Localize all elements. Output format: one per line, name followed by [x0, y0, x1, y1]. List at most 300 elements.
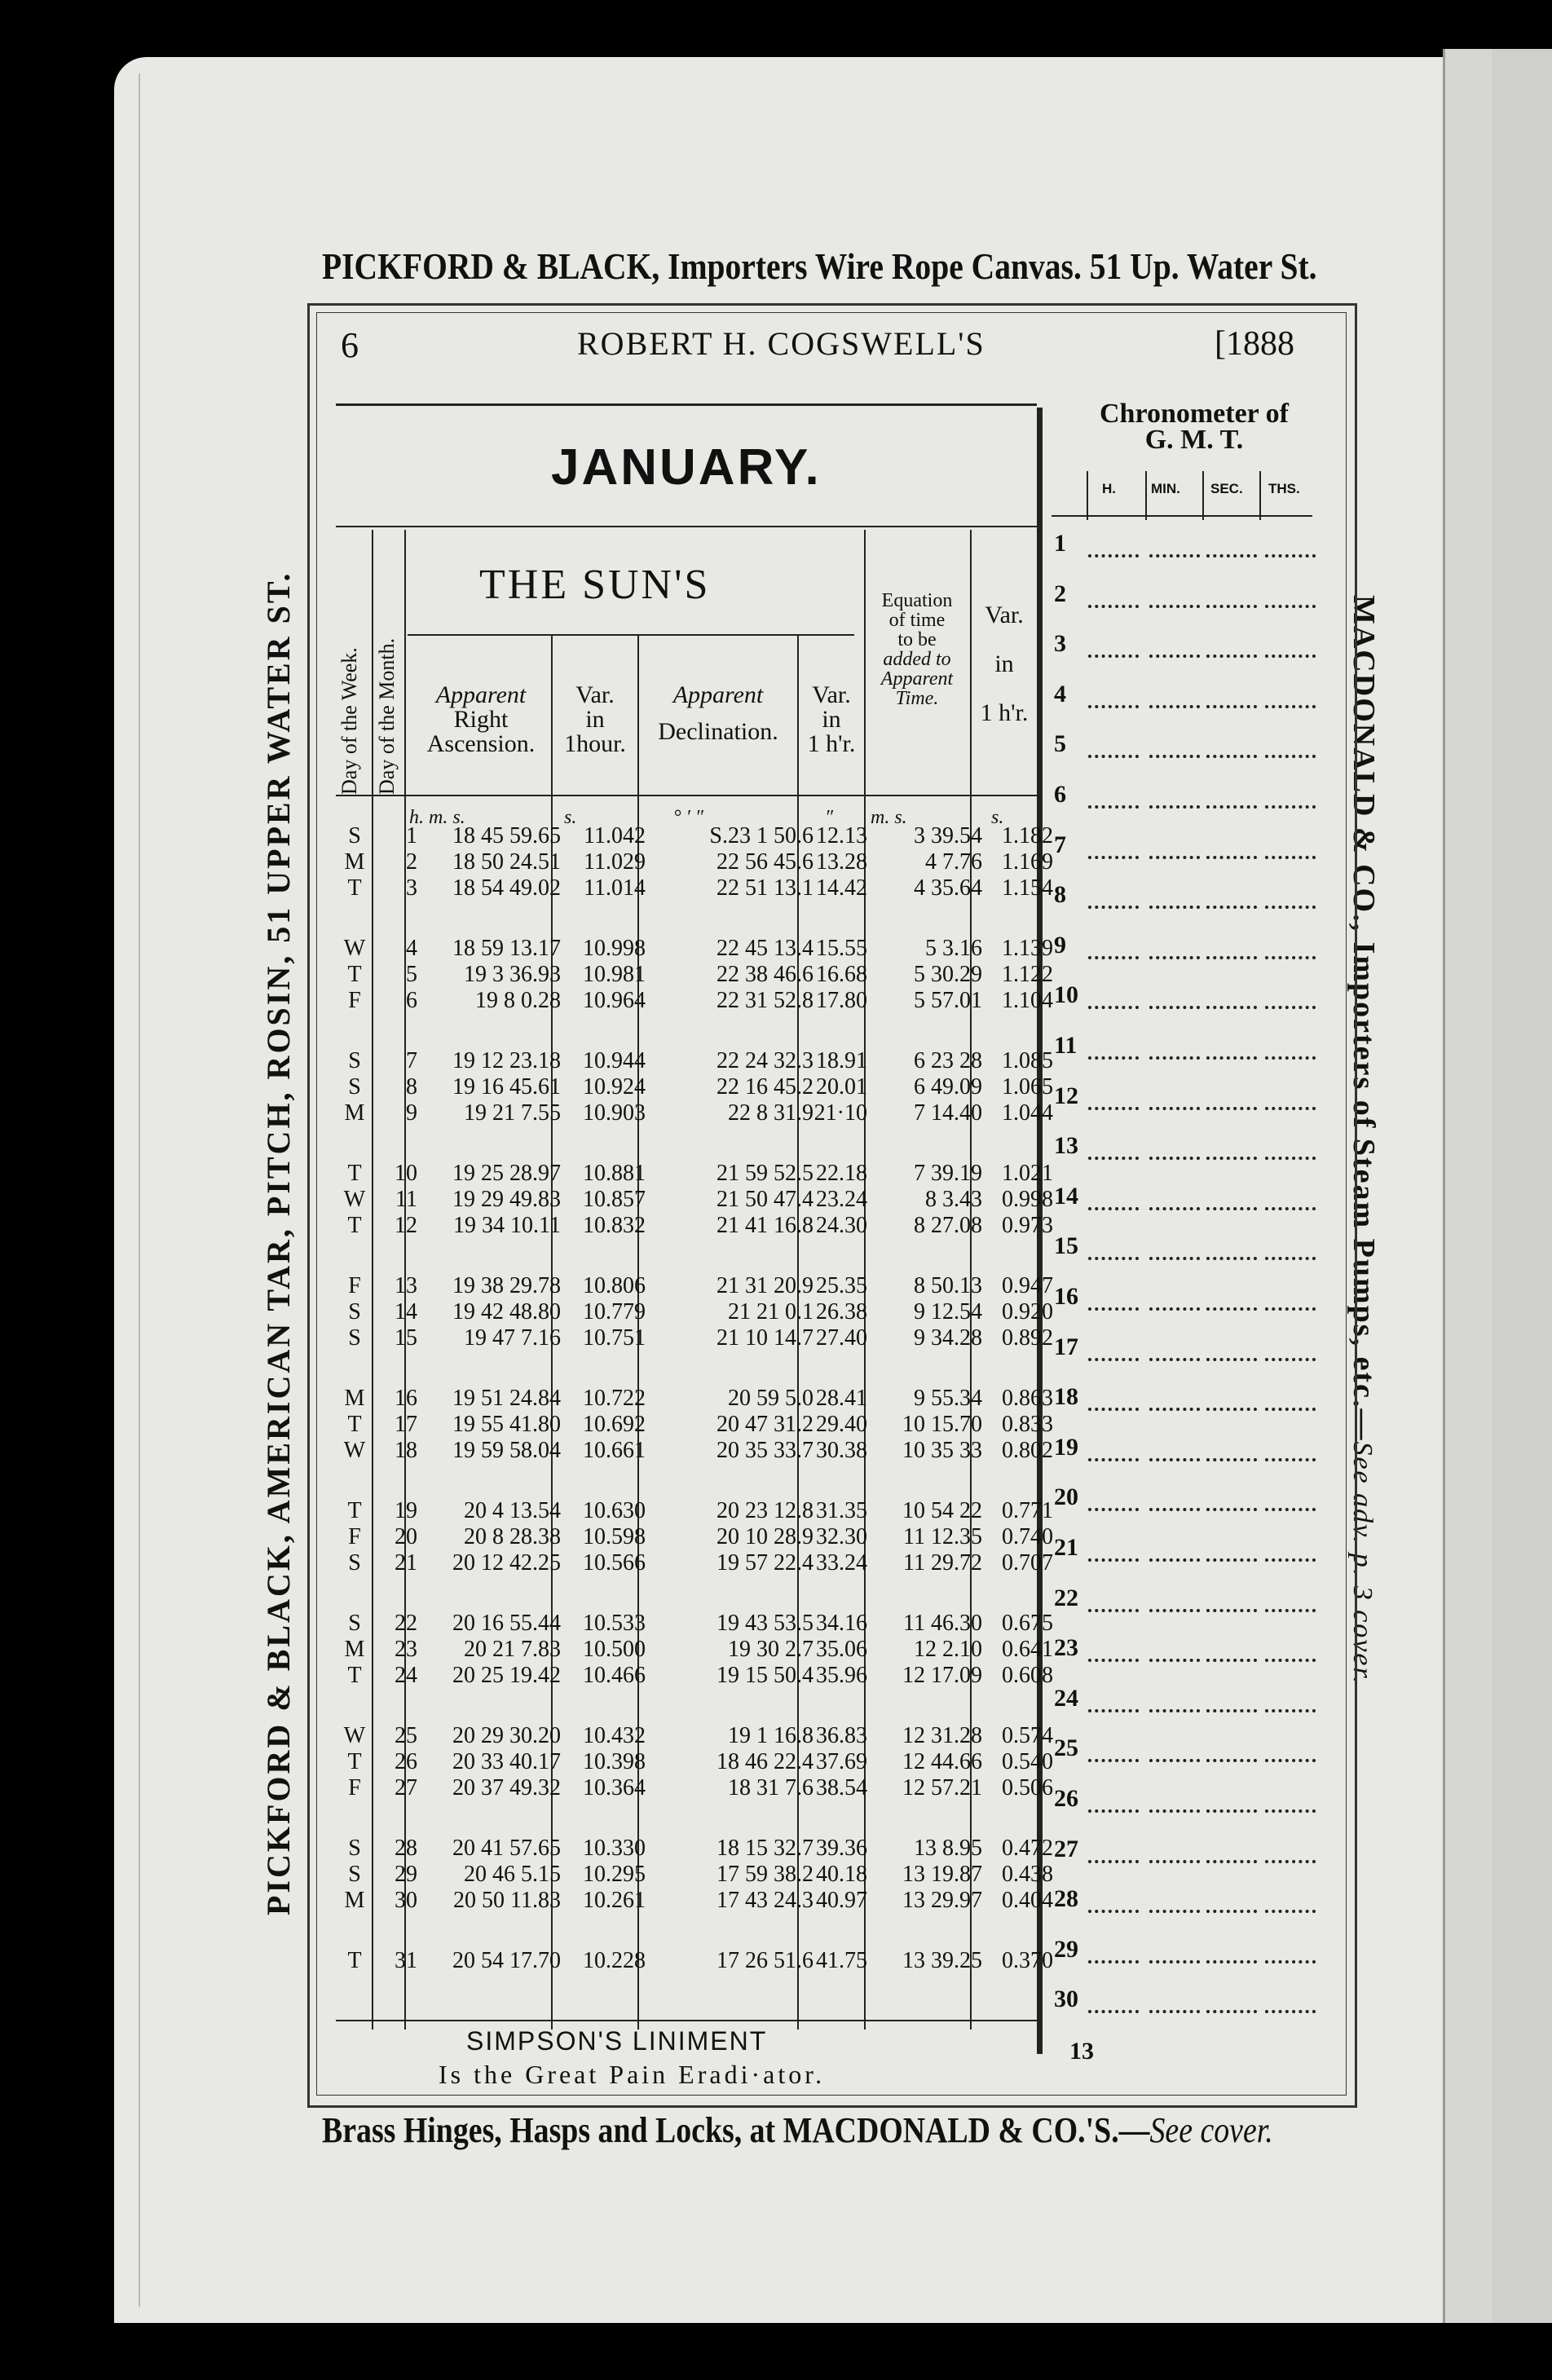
chronometer-blank — [1088, 530, 1139, 558]
dec-variation-cell: 16.68 — [816, 962, 867, 987]
declination-cell: 19 30 2.7 — [728, 1637, 813, 1662]
chronometer-row — [1052, 1333, 1337, 1366]
right-ascension-cell: 19 42 48.80 — [452, 1299, 561, 1324]
chronometer-blank — [1088, 1483, 1139, 1511]
day-of-week-cell: M — [344, 1386, 365, 1411]
chronometer-blank — [1149, 1936, 1200, 1964]
chronometer-day: 13 — [1054, 1132, 1078, 1160]
chronometer-blank — [1265, 831, 1316, 859]
dec-variation-cell: 15.55 — [816, 936, 867, 961]
equation-of-time-cell: 10 54 22 — [902, 1498, 982, 1523]
chronometer-row — [1052, 1032, 1337, 1064]
chronometer-blank — [1149, 831, 1200, 859]
chronometer-row — [1052, 1383, 1337, 1416]
equation-of-time-cell: 5 57.01 — [914, 988, 982, 1013]
day-of-month-cell: 11 — [395, 1187, 417, 1212]
chronometer-row — [1052, 1986, 1337, 2018]
day-of-month-cell: 15 — [395, 1325, 417, 1351]
chronometer-blank — [1149, 1685, 1200, 1712]
ra-header-l2: Right — [453, 706, 509, 733]
chronometer-blank — [1265, 781, 1316, 809]
declination-cell: 18 15 32.7 — [716, 1836, 813, 1861]
month-title: JANUARY. — [551, 439, 822, 496]
ra-variation-cell: 10.466 — [583, 1663, 646, 1688]
declination-cell: 20 10 28.9 — [716, 1524, 813, 1549]
eq-variation-cell: 1.021 — [1002, 1161, 1053, 1186]
right-ascension-cell: 19 21 7.55 — [464, 1100, 561, 1126]
equation-of-time-cell: 11 46.30 — [903, 1611, 982, 1636]
chrono-sub-min: MIN. — [1151, 481, 1180, 496]
eq-variation-cell: 0.771 — [1002, 1498, 1053, 1523]
eq-variation-cell: 0.641 — [1002, 1637, 1053, 1662]
ra-variation-cell: 10.806 — [583, 1273, 646, 1298]
right-ascension-cell: 20 41 57.65 — [452, 1836, 561, 1861]
chronometer-row — [1052, 1836, 1337, 1868]
ra-units: h. m. s. — [409, 807, 465, 828]
declination-cell: 17 59 38.2 — [716, 1862, 813, 1887]
eq-variation-cell: 0.574 — [1002, 1723, 1053, 1748]
decv-units: ″ — [825, 807, 833, 828]
chronometer-blank — [1206, 831, 1257, 859]
chronometer-blank — [1206, 881, 1257, 909]
chronometer-blank — [1206, 1333, 1257, 1361]
day-of-month-cell: 30 — [395, 1888, 417, 1913]
chronometer-row — [1052, 1183, 1337, 1215]
chronometer-blank — [1265, 1132, 1316, 1160]
chronometer-blank — [1088, 932, 1139, 959]
chronometer-blank — [1149, 1885, 1200, 1913]
right-ascension-cell: 19 29 49.83 — [452, 1187, 561, 1212]
chronometer-blank — [1149, 932, 1200, 959]
chronometer-day: 8 — [1054, 881, 1066, 909]
chrono-sub-sep-3 — [1202, 471, 1204, 520]
chronometer-blank — [1088, 1936, 1139, 1964]
day-of-week-cell: W — [343, 1187, 366, 1212]
chronometer-day: 2 — [1054, 580, 1066, 607]
chronometer-blank — [1149, 1132, 1200, 1160]
declination-cell: 22 51 13.1 — [716, 875, 813, 901]
chronometer-day: 26 — [1054, 1785, 1078, 1812]
ra-var-l2: in — [585, 706, 605, 733]
dec-variation-cell: 32.30 — [816, 1524, 867, 1549]
day-of-week-cell: S — [348, 1299, 361, 1324]
eq-variation-cell: 0.540 — [1002, 1749, 1053, 1774]
declination-cell: 19 15 50.4 — [716, 1663, 813, 1688]
chronometer-blank — [1088, 1032, 1139, 1060]
dec-variation-cell: 24.30 — [816, 1213, 867, 1238]
day-of-month-cell: 29 — [395, 1862, 417, 1887]
declination-cell: 18 31 7.6 — [728, 1775, 813, 1800]
declination-cell: 22 45 13.4 — [716, 936, 813, 961]
chronometer-blank — [1206, 580, 1257, 608]
page-number: 6 — [341, 325, 359, 365]
equation-of-time-cell: 9 12.54 — [914, 1299, 982, 1324]
day-of-week-cell: F — [348, 1273, 361, 1298]
ra-variation-cell: 10.598 — [583, 1524, 646, 1549]
chrono-sub-sep-2 — [1145, 471, 1147, 520]
eq-variation-cell: 0.675 — [1002, 1611, 1053, 1636]
day-of-week-cell: T — [347, 1161, 362, 1186]
right-ascension-cell: 19 16 45.61 — [452, 1074, 561, 1100]
ra-variation-cell: 10.295 — [583, 1862, 646, 1887]
day-of-month-cell: 8 — [406, 1074, 417, 1100]
chronometer-blank — [1149, 1584, 1200, 1612]
eq-var-l1: Var. — [985, 602, 1024, 628]
chronometer-day: 22 — [1054, 1584, 1078, 1611]
day-of-week-cell: W — [343, 1723, 366, 1748]
chronometer-row — [1052, 1283, 1337, 1316]
ra-variation-cell: 10.661 — [583, 1438, 646, 1463]
chrono-title-l2: G. M. T. — [1144, 425, 1244, 455]
chronometer-blank — [1088, 881, 1139, 909]
chronometer-blank — [1265, 1232, 1316, 1260]
declination-cell: 20 23 12.8 — [716, 1498, 813, 1523]
equation-of-time-cell: 3 39.54 — [914, 823, 982, 848]
eq-variation-cell: 1.044 — [1002, 1100, 1053, 1126]
chronometer-blank — [1149, 1082, 1200, 1110]
rav-units: s. — [564, 807, 577, 828]
equation-of-time-cell: 9 34.28 — [914, 1325, 982, 1351]
chronometer-header — [1052, 401, 1337, 453]
chronometer-row — [1052, 1634, 1337, 1667]
equation-of-time-cell: 7 14.40 — [914, 1100, 982, 1126]
chronometer-day: 20 — [1054, 1483, 1078, 1511]
equation-of-time-cell: 13 8.95 — [914, 1836, 982, 1861]
footer-advert-line: Is the Great Pain Eradi·ator. — [439, 2060, 826, 2089]
eq-variation-cell: 1.169 — [1002, 849, 1053, 875]
dec-variation-cell: 36.83 — [816, 1723, 867, 1748]
bottom-advert-ref: See cover. — [1149, 2110, 1273, 2150]
chronometer-blank — [1088, 1333, 1139, 1361]
chronometer-blank — [1265, 580, 1316, 608]
ra-header-l3: Ascension. — [426, 730, 536, 757]
chronometer-blank — [1265, 1734, 1316, 1762]
dec-header-l1: Apparent — [672, 681, 764, 708]
dec-variation-cell: 37.69 — [816, 1749, 867, 1774]
day-of-week-cell: S — [348, 1048, 361, 1073]
adjacent-page — [1492, 49, 1552, 2323]
right-ascension-cell: 18 54 49.02 — [452, 875, 561, 901]
chronometer-row — [1052, 1734, 1337, 1767]
ra-variation-cell: 10.500 — [583, 1637, 646, 1662]
chronometer-blank — [1088, 1434, 1139, 1461]
chronometer-blank — [1149, 730, 1200, 758]
ra-variation-cell: 11.014 — [584, 875, 646, 901]
eq-variation-cell: 0.438 — [1002, 1862, 1053, 1887]
day-of-week-cell: M — [344, 1888, 365, 1913]
right-ascension-cell: 19 51 24.84 — [452, 1386, 561, 1411]
dec-variation-cell: 21·10 — [813, 1100, 867, 1126]
chronometer-blank — [1206, 981, 1257, 1009]
declination-cell: 22 38 46.6 — [716, 962, 813, 987]
chronometer-blank — [1265, 1183, 1316, 1210]
chronometer-blank — [1088, 1132, 1139, 1160]
day-of-week-cell: S — [348, 1325, 361, 1351]
right-advert-text: MACDONALD & CO., Importers of Steam Pumps, etc.— — [1347, 595, 1381, 1442]
day-of-month-cell: 16 — [395, 1386, 417, 1411]
eq-l6: Time. — [895, 688, 939, 709]
ra-variation-cell: 10.857 — [583, 1187, 646, 1212]
declination-cell: 19 1 16.8 — [728, 1723, 813, 1748]
equation-of-time-cell: 12 17.09 — [902, 1663, 982, 1688]
eq-variation-cell: 1.182 — [1002, 823, 1053, 848]
chronometer-blank — [1088, 1383, 1139, 1411]
day-of-week-cell: T — [347, 1213, 362, 1238]
chronometer-blank — [1149, 630, 1200, 658]
chronometer-blank — [1206, 781, 1257, 809]
chronometer-blank — [1206, 1232, 1257, 1260]
chronometer-blank — [1149, 530, 1200, 558]
chronometer-blank — [1149, 1534, 1200, 1562]
equation-header — [864, 591, 970, 708]
chronometer-blank — [1088, 1685, 1139, 1712]
ra-variation-cell: 10.630 — [583, 1498, 646, 1523]
declination-cell: 20 35 33.7 — [716, 1438, 813, 1463]
chronometer-blank — [1206, 1183, 1257, 1210]
day-of-week-cell: T — [347, 1948, 362, 1973]
chronometer-row — [1052, 1785, 1337, 1818]
equation-of-time-cell: 12 2.10 — [914, 1637, 982, 1662]
day-of-week-cell: T — [347, 1749, 362, 1774]
footer-advert-title: SIMPSON'S LINIMENT — [466, 2026, 768, 2056]
table-bottom-rule — [336, 2020, 1037, 2021]
chronometer-blank — [1265, 1434, 1316, 1461]
chrono-sub-sep-1 — [1087, 471, 1088, 520]
dec-var-l1: Var. — [812, 681, 851, 708]
chronometer-blank — [1149, 1483, 1200, 1511]
eq-variation-cell: 0.506 — [1002, 1775, 1053, 1800]
right-ascension-cell: 19 34 10.11 — [453, 1213, 561, 1238]
chronometer-blank — [1206, 1584, 1257, 1612]
right-ascension-cell: 20 4 13.54 — [464, 1498, 561, 1523]
suns-rule — [408, 634, 854, 636]
chrono-sub-sep-4 — [1259, 471, 1261, 520]
day-of-week-cell: T — [347, 962, 362, 987]
ra-variation-cell: 10.533 — [583, 1611, 646, 1636]
day-of-month-cell: 13 — [395, 1273, 417, 1298]
chronometer-blank — [1206, 1483, 1257, 1511]
eq-l5: Apparent — [880, 668, 954, 690]
day-of-month-cell: 5 — [406, 962, 417, 987]
day-of-month-cell: 23 — [395, 1637, 417, 1662]
right-ascension-cell: 18 59 13.17 — [452, 936, 561, 961]
declination-cell: 22 8 31.9 — [728, 1100, 813, 1126]
chronometer-blank — [1149, 1734, 1200, 1762]
chronometer-blank — [1206, 1936, 1257, 1964]
declination-cell: 17 26 51.6 — [716, 1948, 813, 1973]
declination-cell: 18 46 22.4 — [716, 1749, 813, 1774]
chronometer-day: 14 — [1054, 1182, 1078, 1210]
right-ascension-cell: 20 29 30.20 — [452, 1723, 561, 1748]
ra-variation-cell: 10.944 — [583, 1048, 646, 1073]
chronometer-day: 21 — [1054, 1534, 1078, 1561]
chronometer-day: 5 — [1054, 730, 1066, 758]
eq-variation-cell: 0.863 — [1002, 1386, 1053, 1411]
equation-of-time-cell: 4 7.76 — [925, 849, 982, 875]
chronometer-blank — [1206, 1383, 1257, 1411]
chronometer-day: 3 — [1054, 630, 1066, 658]
chronometer-blank — [1265, 1986, 1316, 2013]
chronometer-blank — [1265, 1936, 1316, 1964]
ra-variation-cell: 10.364 — [583, 1775, 646, 1800]
chronometer-blank — [1265, 1283, 1316, 1311]
chronometer-blank — [1206, 730, 1257, 758]
chronometer-day: 11 — [1054, 1032, 1078, 1059]
chronometer-blank — [1206, 1734, 1257, 1762]
ra-header-l1: Apparent — [435, 681, 527, 708]
chronometer-day: 18 — [1054, 1383, 1078, 1411]
chronometer-row — [1052, 881, 1337, 914]
chronometer-blank — [1088, 1283, 1139, 1311]
declination-cell: 22 31 52.8 — [716, 988, 813, 1013]
chronometer-last-entry: 13 — [1069, 2038, 1094, 2065]
chronometer-day: 4 — [1054, 680, 1066, 707]
day-of-month-cell: 24 — [395, 1663, 417, 1688]
chronometer-day: 25 — [1054, 1734, 1078, 1762]
chronometer-blank — [1265, 932, 1316, 959]
equation-of-time-cell: 6 23 28 — [914, 1048, 982, 1073]
chronometer-blank — [1265, 1534, 1316, 1562]
day-of-month-cell: 20 — [395, 1524, 417, 1549]
ra-var-header — [554, 683, 636, 756]
day-of-month-cell: 4 — [406, 936, 417, 961]
day-of-month-cell: 28 — [395, 1836, 417, 1861]
chronometer-row — [1052, 580, 1337, 613]
chronometer-row — [1052, 730, 1337, 763]
chronometer-row — [1052, 781, 1337, 813]
eq-var-header — [972, 591, 1037, 738]
dec-variation-cell: 28.41 — [816, 1386, 867, 1411]
chronometer-blank — [1206, 1283, 1257, 1311]
ra-variation-cell: 10.964 — [583, 988, 646, 1013]
top-advert-banner: PICKFORD & BLACK, Importers Wire Rope Canvas. 51 Up. Water St. — [322, 245, 1317, 287]
equation-of-time-cell: 13 29.97 — [902, 1888, 982, 1913]
right-ascension-cell: 20 33 40.17 — [452, 1749, 561, 1774]
ra-variation-cell: 10.228 — [583, 1948, 646, 1973]
eq-variation-cell: 1.065 — [1002, 1074, 1053, 1100]
ra-variation-cell: 10.722 — [583, 1386, 646, 1411]
day-of-week-cell: T — [347, 1498, 362, 1523]
chronometer-day: 1 — [1054, 530, 1066, 557]
right-ascension-cell: 19 55 41.80 — [452, 1412, 561, 1437]
day-of-week-cell: M — [344, 1100, 365, 1126]
declination-cell: 21 59 52.5 — [716, 1161, 813, 1186]
day-of-month-cell: 31 — [395, 1948, 417, 1973]
chronometer-row — [1052, 932, 1337, 964]
day-of-week-cell: S — [348, 823, 361, 848]
chronometer-blank — [1265, 1885, 1316, 1913]
suns-title: THE SUN'S — [479, 562, 711, 608]
day-of-week-cell: T — [347, 1663, 362, 1688]
declination-cell: S.23 1 50.6 — [709, 823, 813, 848]
chronometer-day: 28 — [1054, 1885, 1078, 1913]
dec-variation-cell: 27.40 — [816, 1325, 867, 1351]
chronometer-row — [1052, 1082, 1337, 1115]
chronometer-row — [1052, 1885, 1337, 1918]
right-ascension-cell: 20 25 19.42 — [452, 1663, 561, 1688]
day-of-week-cell: S — [348, 1611, 361, 1636]
chrono-title-l1: Chronometer of — [1100, 399, 1289, 429]
dec-variation-cell: 23.24 — [816, 1187, 867, 1212]
day-of-month-cell: 1 — [406, 823, 417, 848]
right-ascension-cell: 20 16 55.44 — [452, 1611, 561, 1636]
ra-variation-cell: 10.751 — [583, 1325, 646, 1351]
dec-variation-cell: 29.40 — [816, 1412, 867, 1437]
eq-variation-cell: 0.833 — [1002, 1412, 1053, 1437]
day-of-month-cell: 14 — [395, 1299, 417, 1324]
declination-cell: 21 41 16.8 — [716, 1213, 813, 1238]
chronometer-blank — [1206, 681, 1257, 708]
day-of-week-cell: F — [348, 988, 361, 1013]
ra-variation-cell: 10.832 — [583, 1213, 646, 1238]
chronometer-day: 19 — [1054, 1433, 1078, 1461]
equation-of-time-cell: 5 3.16 — [925, 936, 982, 961]
day-of-month-cell: 25 — [395, 1723, 417, 1748]
chronometer-blank — [1149, 1232, 1200, 1260]
ra-variation-cell: 10.566 — [583, 1550, 646, 1576]
ra-variation-cell: 10.261 — [583, 1888, 646, 1913]
dec-variation-cell: 13.28 — [816, 849, 867, 875]
ra-variation-cell: 10.924 — [583, 1074, 646, 1100]
chrono-sub-h: H. — [1102, 481, 1116, 496]
chronometer-day: 10 — [1054, 981, 1078, 1009]
right-ascension-cell: 18 50 24.51 — [452, 849, 561, 875]
day-of-month-cell: 9 — [406, 1100, 417, 1126]
chronometer-blank — [1149, 681, 1200, 708]
day-of-month-cell: 22 — [395, 1611, 417, 1636]
day-of-month-cell: 17 — [395, 1412, 417, 1437]
dec-variation-cell: 34.16 — [816, 1611, 867, 1636]
chronometer-day: 12 — [1054, 1082, 1078, 1109]
equation-of-time-cell: 5 30.29 — [914, 962, 982, 987]
right-ascension-cell: 19 59 58.04 — [452, 1438, 561, 1463]
page-edge — [1443, 49, 1494, 2323]
right-ascension-cell: 20 8 28.38 — [464, 1524, 561, 1549]
equation-of-time-cell: 12 44.66 — [902, 1749, 982, 1774]
dec-variation-cell: 26.38 — [816, 1299, 867, 1324]
chronometer-blank — [1149, 881, 1200, 909]
chronometer-blank — [1206, 1885, 1257, 1913]
chronometer-row — [1052, 1584, 1337, 1617]
chronometer-row — [1052, 981, 1337, 1014]
dec-var-header — [799, 683, 864, 756]
right-ascension-cell: 18 45 59.65 — [452, 823, 561, 848]
ra-variation-cell: 10.903 — [583, 1100, 646, 1126]
chronometer-blank — [1265, 1634, 1316, 1662]
dec-header-l2: Declination. — [658, 718, 778, 745]
chronometer-blank — [1149, 1785, 1200, 1813]
chronometer-blank — [1088, 1885, 1139, 1913]
col-line-1 — [372, 530, 373, 2030]
eq-variation-cell: 0.370 — [1002, 1948, 1053, 1973]
chronometer-row — [1052, 1685, 1337, 1717]
declination-cell: 22 16 45.2 — [716, 1074, 813, 1100]
equation-of-time-cell: 7 39.19 — [914, 1161, 982, 1186]
right-ascension-cell: 20 12 42.25 — [452, 1550, 561, 1576]
eq-l3: to be — [897, 629, 937, 650]
right-ascension-cell: 20 37 49.32 — [452, 1775, 561, 1800]
equation-of-time-cell: 13 19.87 — [902, 1862, 982, 1887]
head-rule — [336, 403, 1037, 406]
equation-of-time-cell: 10 35 33 — [902, 1438, 982, 1463]
day-of-month-cell: 12 — [395, 1213, 417, 1238]
eq-variation-cell: 1.154 — [1002, 875, 1053, 901]
equation-of-time-cell: 12 57.21 — [902, 1775, 982, 1800]
declination-cell: 19 43 53.5 — [716, 1611, 813, 1636]
dec-variation-cell: 35.96 — [816, 1663, 867, 1688]
day-of-month-cell: 6 — [406, 988, 417, 1013]
dec-variation-cell: 14.42 — [816, 875, 867, 901]
